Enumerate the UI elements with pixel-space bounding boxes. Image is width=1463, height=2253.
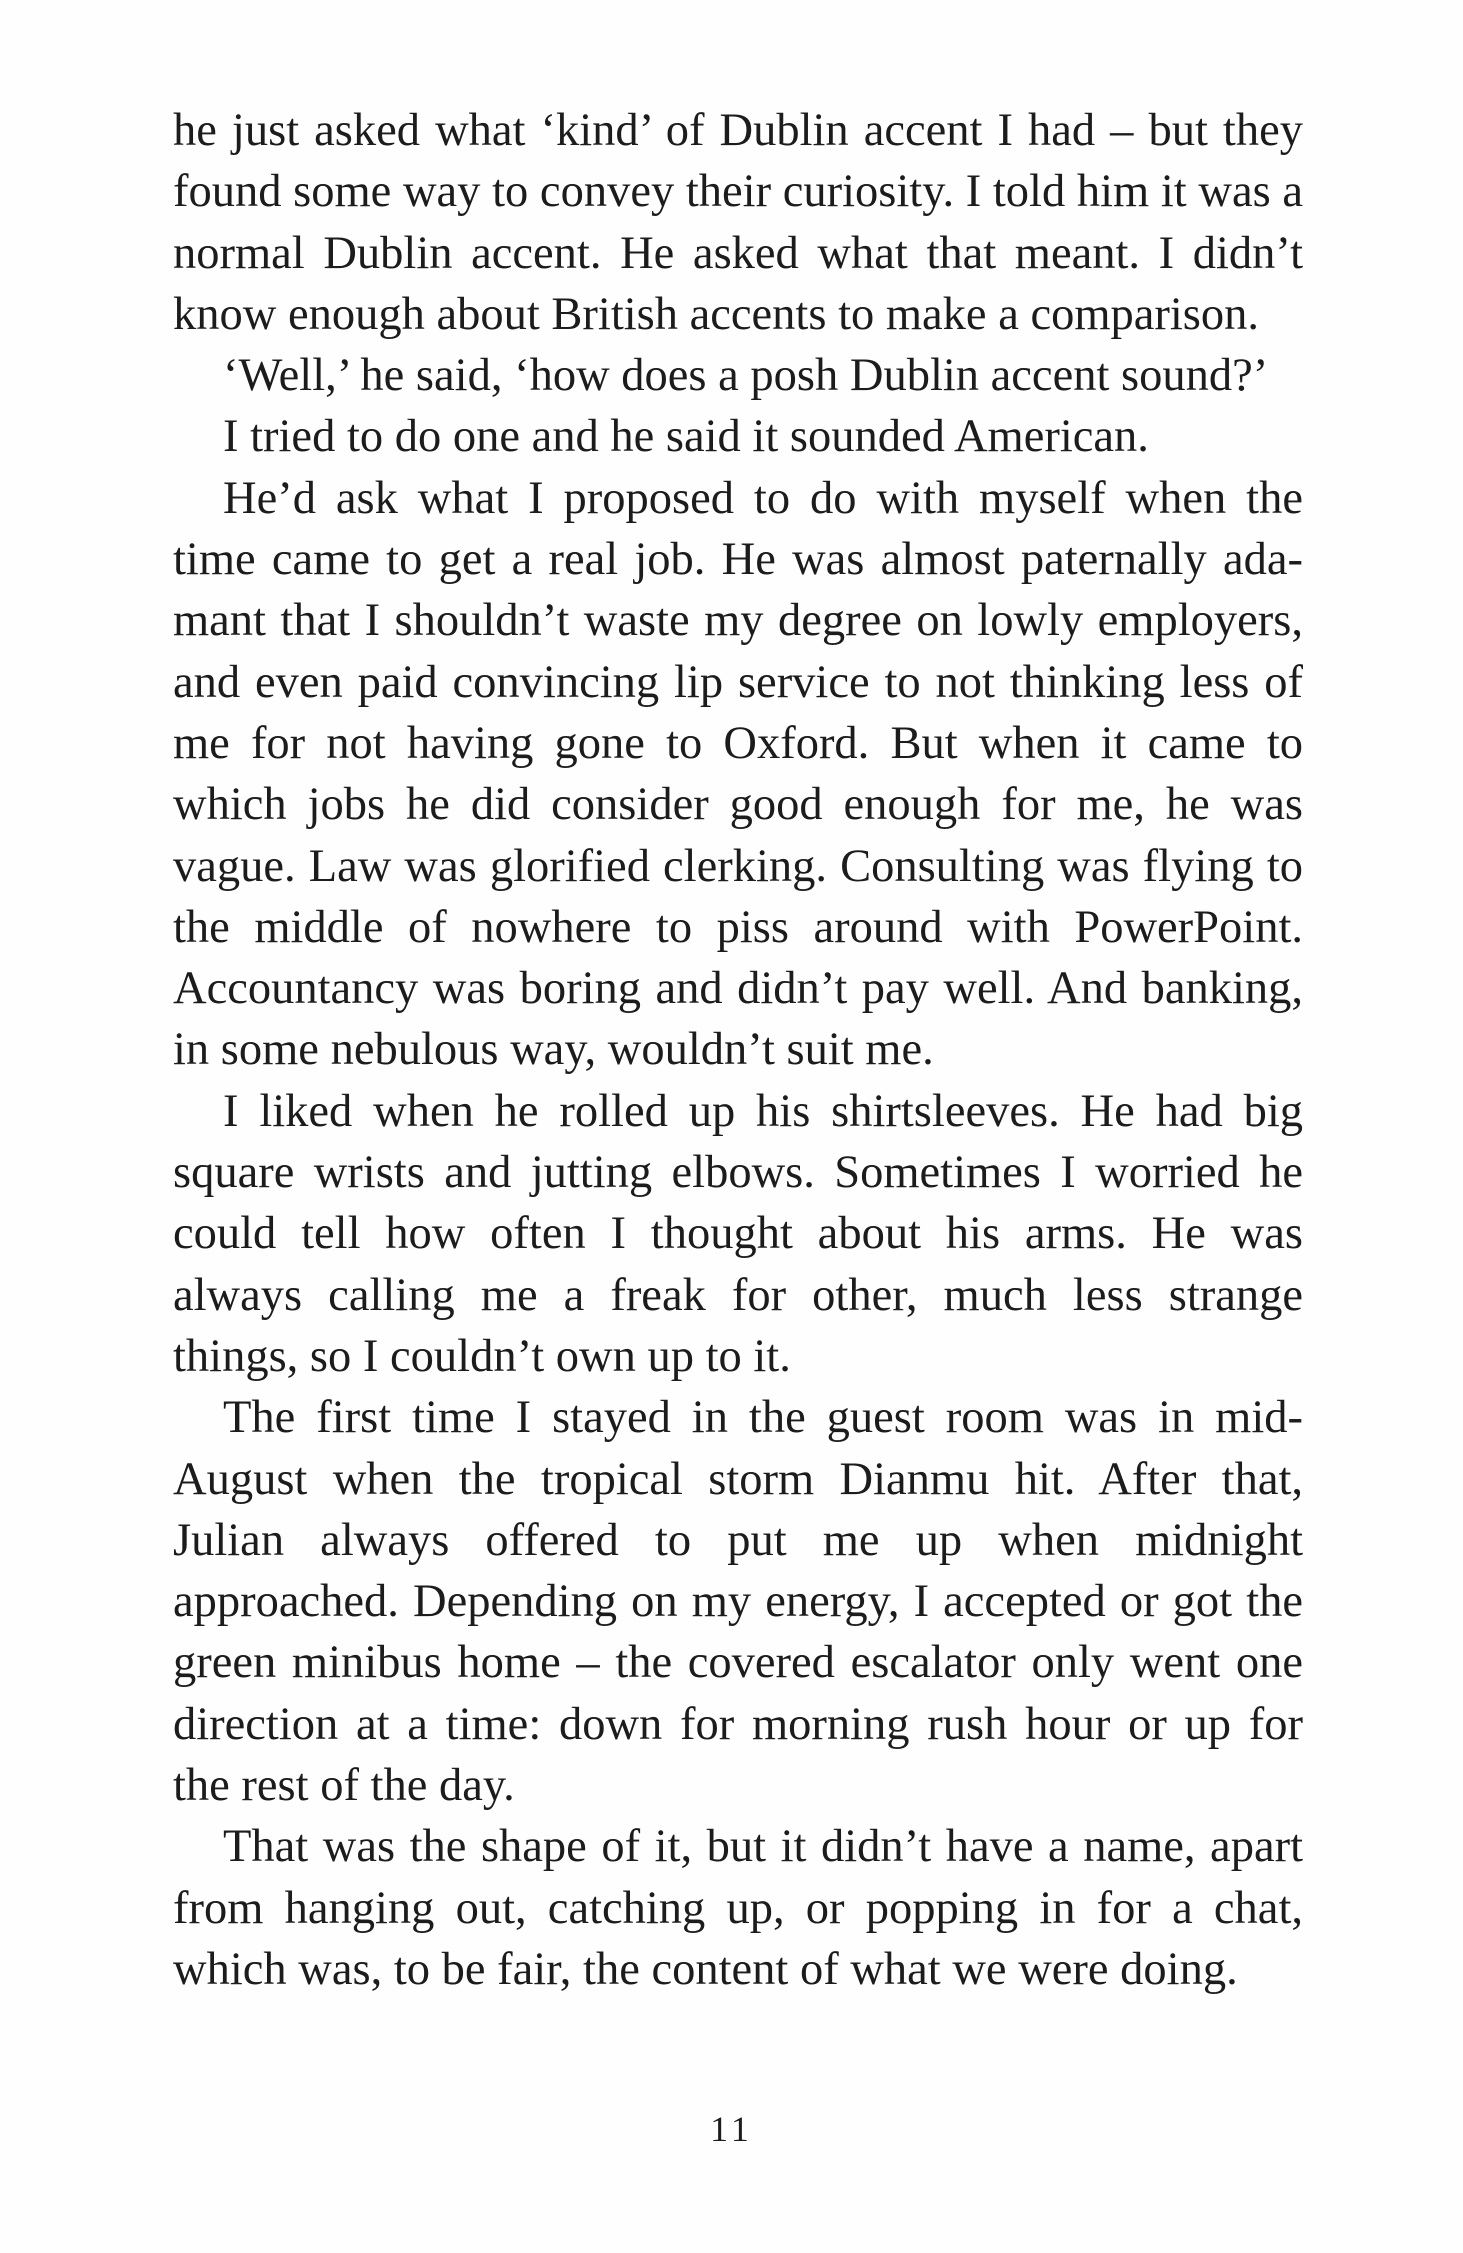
paragraph: I tried to do one and he said it sounded American. [223, 411, 1149, 463]
paragraph: The first time I stayed in the guest room was in mid-August when the tropical storm Dianmu hit. After that, Julian always offered to put me up when midnight approached. Depending on my energy, I accepted or got the green minibus home – the covered escalator only went one direction at a time: down for morning rush hour or up for the rest of the day. [173, 1392, 1303, 1812]
paragraph: ‘Well,’ he said, ‘how does a posh Dublin accent sound?’ [223, 350, 1269, 402]
paragraph: He’d ask what I proposed to do with myself when the time came to get a real job. He was almost paternally adamant that I shouldn’t waste my degree on lowly employers, and even paid convincing lip service to not thinking less of me for not having gone to Oxford. But when it came to which jobs he did consider good enough for me, he was vague. Law was glorified clerking. Consulting was flying to the middle of nowhere to piss around with PowerPoint. Accountancy was boring and didn’t pay well. And banking, in some nebulous way, wouldn’t suit me. [173, 472, 1303, 1076]
paragraph-continued: he just asked what ‘kind’ of Dublin accent I had – but they found some way to convey their curiosity. I told him it was a normal Dublin accent. He asked what that meant. I didn’t know enough about British accents to make a comparison. [173, 105, 1303, 340]
body-text [173, 100, 1303, 2000]
page-number: 11 [710, 2109, 753, 2149]
paragraph: That was the shape of it, but it didn’t have a name, apart from hanging out, catching up, or popping in for a chat, which was, to be fair, the content of what we were doing. [173, 1821, 1303, 1995]
paragraph: I liked when he rolled up his shirtsleeves. He had big square wrists and jutting elbows. Sometimes I worried he could tell how often I thought about his arms. He was always calling me a freak for other, much less strange things, so I couldn’t own up to it. [173, 1085, 1303, 1382]
